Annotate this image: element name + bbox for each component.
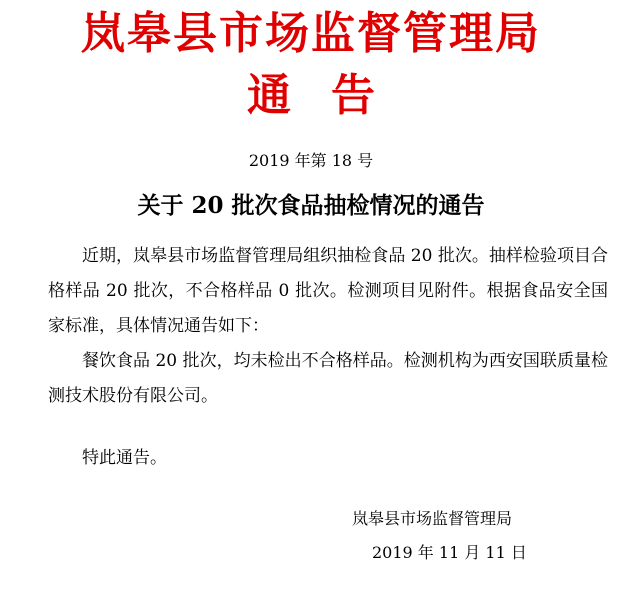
notice-heading: 通告: [247, 70, 415, 121]
signature-organization: 岚皋县市场监督管理局: [352, 509, 513, 528]
body-paragraph: 近期，岚皋县市场监督管理局组织抽检食品 20 批次。抽样检验项目合格样品 20 批次，不合格样品 0 批次。检测项目见附件。根据食品安全国家标准，具体情况通告如下：: [48, 246, 608, 336]
issuing-authority-header: 岚皋县市场监督管理局: [81, 8, 541, 59]
document-title: 关于 20 批次食品抽检情况的通告: [137, 192, 485, 219]
signature-date: 2019 年 11 月 11 日: [372, 543, 527, 562]
closing-phrase: 特此通告。: [82, 448, 167, 468]
document-number: 2019 年第 18 号: [248, 151, 374, 170]
notice-body: [48, 239, 608, 414]
body-paragraph: 餐饮食品 20 批次，均未检出不合格样品。检测机构为西安国联质量检测技术股份有限公司。: [48, 351, 608, 406]
